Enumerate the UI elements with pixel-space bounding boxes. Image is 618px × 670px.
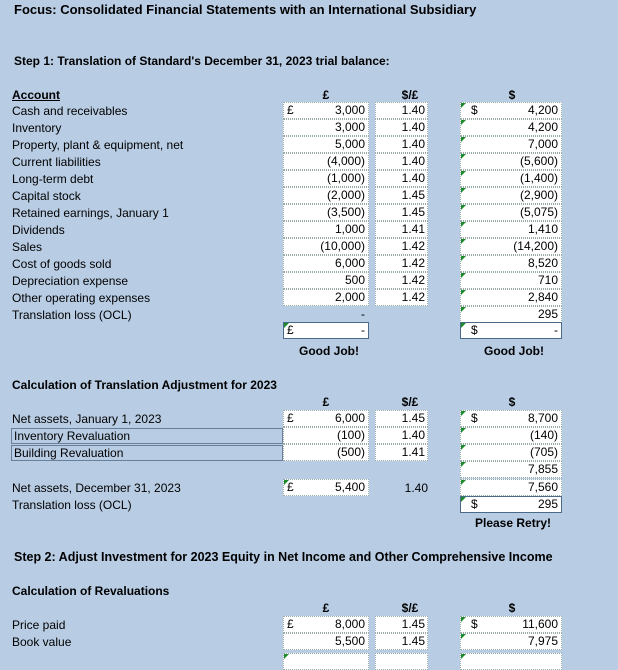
usd-value: 295 (537, 307, 558, 321)
dec-gbp-symbol: £ (287, 480, 294, 494)
usd-marker (461, 307, 466, 312)
dec-gbp-cell[interactable] (283, 479, 369, 496)
s2-gbp-cell[interactable] (283, 616, 369, 633)
s2-usd-marker (461, 634, 466, 639)
s2-usd-value: 7,975 (527, 634, 558, 648)
good-job-usd: Good Job! (484, 344, 544, 358)
step1-title: Step 1: Translation of Standard's December 31, 2023 trial balance: (14, 54, 390, 68)
account-label: Current liabilities (12, 155, 101, 169)
usd-cell[interactable] (460, 255, 562, 272)
account-label: Other operating expenses (12, 291, 151, 305)
ta-usd-header: $ (508, 395, 516, 409)
rate-header: $/£ (401, 88, 419, 102)
dec-gbp-value: 5,400 (334, 480, 365, 494)
usd-cell[interactable] (460, 136, 562, 153)
ta-usd-marker (461, 411, 466, 416)
account-label: Sales (12, 240, 43, 254)
ta-label[interactable]: Building Revaluation (11, 445, 283, 461)
rate-cell[interactable] (375, 136, 428, 153)
usd-cell[interactable] (460, 187, 562, 204)
rate-cell[interactable] (375, 153, 428, 170)
s2-gbp-value: 8,000 (334, 617, 365, 631)
usd-value: (2,900) (519, 188, 558, 202)
usd-value: 1,410 (527, 222, 558, 236)
usd-cell[interactable] (460, 306, 562, 323)
s2-rate-cell[interactable] (375, 616, 428, 633)
ta-subtotal-marker (461, 462, 466, 467)
usd-symbol: $ (471, 103, 478, 117)
loss-label: Translation loss (OCL) (12, 498, 132, 512)
gbp-cell[interactable] (283, 221, 369, 238)
usd-value: (14,200) (513, 239, 558, 253)
usd-cell[interactable] (460, 170, 562, 187)
rate-cell[interactable] (375, 238, 428, 255)
s2-gbp-cell[interactable] (283, 633, 369, 650)
usd-value: 2,840 (527, 290, 558, 304)
usd-marker (461, 273, 466, 278)
ta-gbp-cell[interactable] (283, 410, 369, 427)
s2-partial-gbp-marker (284, 654, 289, 659)
rate-value: 1.40 (401, 171, 425, 185)
rate-value: 1.42 (401, 256, 425, 270)
gbp-cell[interactable] (283, 255, 369, 272)
loss-usd-marker (461, 497, 466, 502)
account-header: Account (12, 88, 60, 102)
s2-usd-header: $ (508, 601, 516, 615)
s2-gbp-value: 5,500 (334, 634, 365, 648)
good-job-gbp: Good Job! (299, 344, 359, 358)
rate-cell[interactable] (375, 272, 428, 289)
gbp-value: - (361, 307, 365, 321)
total-usd-cell[interactable] (460, 322, 562, 339)
ta-usd-marker (461, 445, 466, 450)
s2-partial-usd-marker (461, 654, 466, 659)
step2-title: Step 2: Adjust Investment for 2023 Equity in Net Income and Other Comprehensive Income (14, 550, 553, 564)
s2-usd-value: 11,600 (522, 617, 558, 631)
ta-usd-cell[interactable] (460, 444, 562, 461)
gbp-cell[interactable] (283, 204, 369, 221)
account-label: Retained earnings, January 1 (12, 206, 169, 220)
gbp-cell[interactable] (283, 119, 369, 136)
ta-subtotal-value: 7,855 (527, 462, 558, 476)
ta-rate-cell[interactable] (375, 444, 428, 461)
gbp-cell[interactable] (283, 238, 369, 255)
usd-marker (461, 188, 466, 193)
gbp-header: £ (322, 88, 330, 102)
total-gbp-marker (284, 323, 289, 328)
rate-value: 1.40 (401, 154, 425, 168)
usd-value: 710 (537, 273, 558, 287)
ta-gbp-value: 6,000 (334, 411, 365, 425)
gbp-value: 500 (344, 273, 365, 287)
rate-cell[interactable] (375, 289, 428, 306)
usd-cell[interactable] (460, 204, 562, 221)
ta-gbp-cell[interactable] (283, 444, 369, 461)
loss-usd-symbol: $ (471, 497, 478, 511)
ta-rate-value: 1.40 (401, 428, 425, 442)
rate-cell[interactable] (375, 255, 428, 272)
ta-subtotal-cell[interactable] (460, 461, 562, 478)
rate-cell[interactable] (375, 102, 428, 119)
gbp-value: 3,000 (334, 120, 365, 134)
dec-usd-marker (461, 480, 466, 485)
ta-gbp-cell[interactable] (283, 427, 369, 444)
dec-gbp-marker (284, 480, 289, 485)
total-usd-value: - (554, 323, 558, 337)
usd-cell[interactable] (460, 153, 562, 170)
usd-cell[interactable] (460, 289, 562, 306)
step2-subtitle: Calculation of Revaluations (12, 584, 170, 598)
gbp-value: 1,000 (334, 222, 365, 236)
usd-value: 8,520 (527, 256, 558, 270)
dec-usd-value: 7,560 (527, 480, 558, 494)
s2-usd-cell[interactable] (460, 633, 562, 650)
s2-rate-cell[interactable] (375, 633, 428, 650)
ta-usd-value: (705) (529, 445, 558, 459)
gbp-value: (10,000) (320, 239, 365, 253)
gbp-value: (4,000) (326, 154, 365, 168)
rate-value: 1.42 (401, 273, 425, 287)
total-gbp-symbol: £ (287, 323, 294, 337)
ta-gbp-header: £ (322, 395, 330, 409)
usd-cell[interactable] (460, 238, 562, 255)
dec-rate: 1.40 (404, 481, 428, 495)
s2-gbp-header: £ (322, 601, 330, 615)
usd-value: (5,075) (519, 205, 558, 219)
usd-cell[interactable] (460, 221, 562, 238)
s2-label: Book value (12, 635, 72, 649)
usd-marker (461, 222, 466, 227)
rate-value: 1.42 (401, 290, 425, 304)
retry-message: Please Retry! (475, 516, 552, 530)
usd-marker (461, 154, 466, 159)
ta-usd-symbol: $ (471, 411, 478, 425)
usd-cell[interactable] (460, 119, 562, 136)
gbp-cell[interactable] (283, 102, 369, 119)
gbp-value: (1,000) (326, 171, 365, 185)
account-label: Depreciation expense (12, 274, 129, 288)
s2-label: Price paid (12, 618, 66, 632)
rate-value: 1.41 (401, 222, 425, 236)
usd-marker (461, 137, 466, 142)
account-label: Dividends (12, 223, 65, 237)
gbp-value: 5,000 (334, 137, 365, 151)
gbp-cell[interactable] (283, 170, 369, 187)
usd-value: (1,400) (519, 171, 558, 185)
loss-usd-value: 295 (537, 497, 558, 511)
s2-rate-value: 1.45 (401, 617, 425, 631)
total-usd-marker (461, 323, 466, 328)
usd-value: 7,000 (527, 137, 558, 151)
usd-marker (461, 120, 466, 125)
rate-value: 1.40 (401, 120, 425, 134)
ta-rate-cell[interactable] (375, 427, 428, 444)
ta-label: Net assets, January 1, 2023 (12, 412, 162, 426)
rate-cell[interactable] (375, 119, 428, 136)
ta-usd-value: 8,700 (527, 411, 558, 425)
account-label: Property, plant & equipment, net (12, 138, 184, 152)
ta-gbp-value: (500) (336, 445, 365, 459)
gbp-cell[interactable] (283, 187, 369, 204)
s2-rate-header: $/£ (401, 601, 419, 615)
usd-marker (461, 256, 466, 261)
gbp-cell[interactable] (283, 306, 369, 323)
rate-cell[interactable] (375, 187, 428, 204)
gbp-value: 3,000 (334, 103, 365, 117)
gbp-cell[interactable] (283, 272, 369, 289)
usd-marker (461, 103, 466, 108)
ta-usd-marker (461, 428, 466, 433)
usd-value: 4,200 (527, 120, 558, 134)
ta-usd-value: (140) (529, 428, 558, 442)
usd-marker (461, 290, 466, 295)
gbp-cell[interactable] (283, 153, 369, 170)
usd-value: 4,200 (527, 103, 558, 117)
s2-gbp-symbol: £ (287, 617, 294, 631)
account-label: Inventory (12, 121, 62, 135)
s2-usd-marker (461, 617, 466, 622)
rate-cell[interactable] (375, 204, 428, 221)
rate-value: 1.40 (401, 103, 425, 117)
total-gbp-value: - (361, 323, 365, 337)
ta-label[interactable]: Inventory Revaluation (11, 428, 283, 444)
total-usd-symbol: $ (471, 323, 478, 337)
loss-usd-cell[interactable] (460, 496, 562, 513)
translation-adj-title: Calculation of Translation Adjustment for 2023 (12, 378, 277, 392)
ta-rate-header: $/£ (401, 395, 419, 409)
dec-label: Net assets, December 31, 2023 (12, 481, 181, 495)
account-label: Long-term debt (12, 172, 94, 186)
gbp-value: (2,000) (326, 188, 365, 202)
gbp-value: 6,000 (334, 256, 365, 270)
ta-gbp-symbol: £ (287, 411, 294, 425)
rate-value: 1.40 (401, 137, 425, 151)
focus-title: Focus: Consolidated Financial Statements with an International Subsidiary (14, 2, 477, 17)
gbp-value: (3,500) (326, 205, 365, 219)
usd-cell[interactable] (460, 102, 562, 119)
account-label: Capital stock (12, 189, 81, 203)
account-label: Translation loss (OCL) (12, 308, 132, 322)
ta-rate-value: 1.45 (401, 411, 425, 425)
rate-value: 1.45 (401, 205, 425, 219)
account-label: Cost of goods sold (12, 257, 112, 271)
usd-header: $ (508, 88, 516, 102)
usd-marker (461, 171, 466, 176)
rate-value: 1.45 (401, 188, 425, 202)
ta-gbp-value: (100) (336, 428, 365, 442)
gbp-symbol: £ (287, 103, 294, 117)
ta-rate-value: 1.41 (401, 445, 425, 459)
ta-usd-cell[interactable] (460, 427, 562, 444)
s2-partial-usd-cell[interactable] (460, 653, 562, 670)
gbp-cell[interactable] (283, 289, 369, 306)
gbp-value: 2,000 (334, 290, 365, 304)
usd-marker (461, 205, 466, 210)
ta-usd-cell[interactable] (460, 410, 562, 427)
ta-rate-cell[interactable] (375, 410, 428, 427)
s2-rate-value: 1.45 (401, 634, 425, 648)
rate-cell[interactable] (375, 221, 428, 238)
usd-value: (5,600) (519, 154, 558, 168)
s2-usd-symbol: $ (471, 617, 478, 631)
gbp-cell[interactable] (283, 136, 369, 153)
s2-usd-cell[interactable] (460, 616, 562, 633)
total-gbp-cell[interactable] (283, 322, 369, 339)
usd-marker (461, 239, 466, 244)
dec-usd-cell[interactable] (460, 479, 562, 496)
rate-value: 1.42 (401, 239, 425, 253)
s2-partial-gbp-cell[interactable] (283, 653, 369, 670)
account-label: Cash and receivables (12, 104, 128, 118)
usd-cell[interactable] (460, 272, 562, 289)
rate-cell[interactable] (375, 170, 428, 187)
s2-partial-rate-cell[interactable] (375, 653, 428, 670)
